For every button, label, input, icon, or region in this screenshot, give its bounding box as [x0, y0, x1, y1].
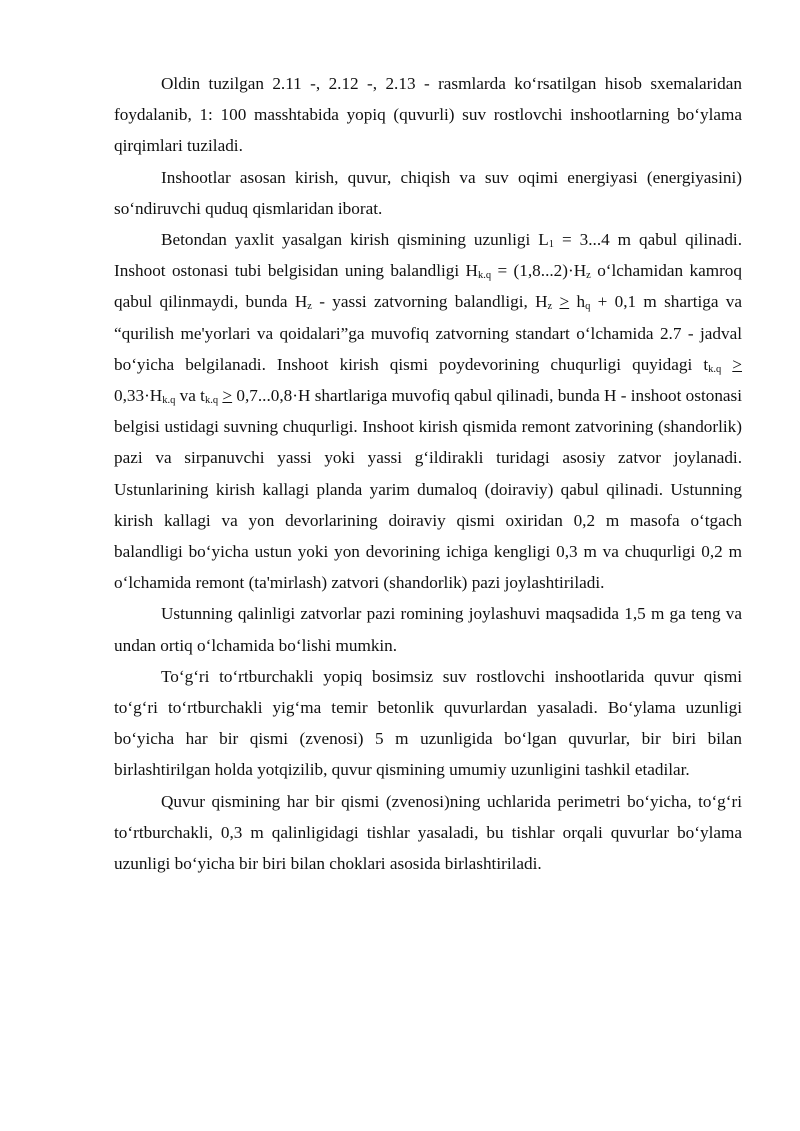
text-run: o‘lchamidan kamroq qabul qilinmaydi, bunda H: [114, 261, 742, 312]
document-page: [114, 68, 742, 879]
greater-equal-sign: >: [559, 292, 570, 312]
text-run: 0,33·H: [114, 386, 163, 406]
text-run: h: [569, 292, 586, 312]
greater-equal-sign: >: [732, 354, 742, 374]
paragraph-3: [114, 224, 742, 598]
text-run: va t: [175, 386, 205, 406]
greater-equal-sign: >: [222, 386, 233, 406]
text-run: 0,7...0,8·H shartlariga muvofiq qabul qilinadi, bunda H - inshoot ostonasi belgisi ustidagi suvning chuqurligi. Inshoot kirish qismida remont zatvorining (shandorlik) pazi va sirpanuvchi yassi yoki yassi g‘ildirakli turidagi asosiy zatvor joylanadi. Ustunlarining kirish kallagi planda yarim dumaloq (doiraviy) qabul qilinadi. Ustunning kirish kallagi va yon devorlarining doiraviy qismi oxiridan 0,2 m masofa o‘tgach balandligi bo‘yicha ustun yoki yon devorining ichiga kengligi 0,3 m va chuqurligi 0,2 m o‘lchamida remont (ta'mirlash) zatvori (shandorlik) pazi joylashtiriladi.: [114, 386, 743, 593]
subscript: k.q: [477, 270, 492, 282]
paragraph-5: To‘g‘ri to‘rtburchakli yopiq bosimsiz suv rostlovchi inshootlarida quvur qismi to‘g‘ri to‘rtburchakli yig‘ma temir betonlik quvurlardan yasaladi. Bo‘ylama uzunligi bo‘yicha har bir qismi (zvenosi) 5 m uzunligida bo‘lgan quvurlar, bir biri bilan birlashtirilgan holda yotqizilib, quvur qismining umumiy uzunligini tashkil etadilar.: [114, 666, 742, 780]
paragraph-1: Oldin tuzilgan 2.11 -, 2.12 -, 2.13 - rasmlarda ko‘rsatilgan hisob sxemalaridan foydalanib, 1: 100 masshtabida yopiq (quvurli) suv rostlovchi inshootlarning bo‘ylama qirqimlari tuziladi.: [114, 74, 742, 156]
subscript: k.q: [204, 395, 219, 407]
subscript: z: [307, 301, 312, 313]
subscript: 1: [548, 239, 554, 251]
text-run: = 3...4 m qabul qilinadi. Inshoot ostonasi tubi belgisidan uning balandligi H: [114, 230, 742, 281]
subscript: k.q: [708, 363, 722, 375]
subscript: k.q: [162, 395, 176, 407]
subscript: z: [547, 301, 553, 313]
text-run: [721, 355, 732, 374]
paragraph-4: Ustunning qalinligi zatvorlar pazi romining joylashuvi maqsadida 1,5 m ga teng va undan ortiq o‘lchamida bo‘lishi mumkin.: [114, 604, 742, 655]
text-run: - yassi zatvorning balandligi, H: [311, 292, 548, 312]
subscript: q: [585, 301, 591, 313]
subscript: z: [586, 270, 591, 282]
text-run: Betondan yaxlit yasalgan kirish qismining uzunligi L: [161, 230, 549, 250]
paragraph-6: Quvur qismining har bir qismi (zvenosi)ning uchlarida perimetri bo‘yicha, to‘g‘ri to‘rtburchakli, 0,3 m qalinligidagi tishlar yasaladi, bu tishlar orqali quvurlar bo‘ylama uzunligi bo‘yicha bir biri bilan choklari asosida birlashtiriladi.: [114, 791, 742, 874]
text-run: = (1,8...2)·H: [491, 261, 587, 281]
text-run: + 0,1 m shartiga va “qurilish me'yorlari va qoidalari”ga muvofiq zatvorning standart o‘lchamida 2.7 - jadval bo‘yicha belgilanadi. Inshoot kirish qismi poydevorining chuqurligi quyidagi t: [114, 292, 743, 374]
paragraph-2: Inshootlar asosan kirish, quvur, chiqish va suv oqimi energiyasi (energiyasini) so‘ndiruvchi quduq qismlaridan iborat.: [114, 167, 742, 218]
